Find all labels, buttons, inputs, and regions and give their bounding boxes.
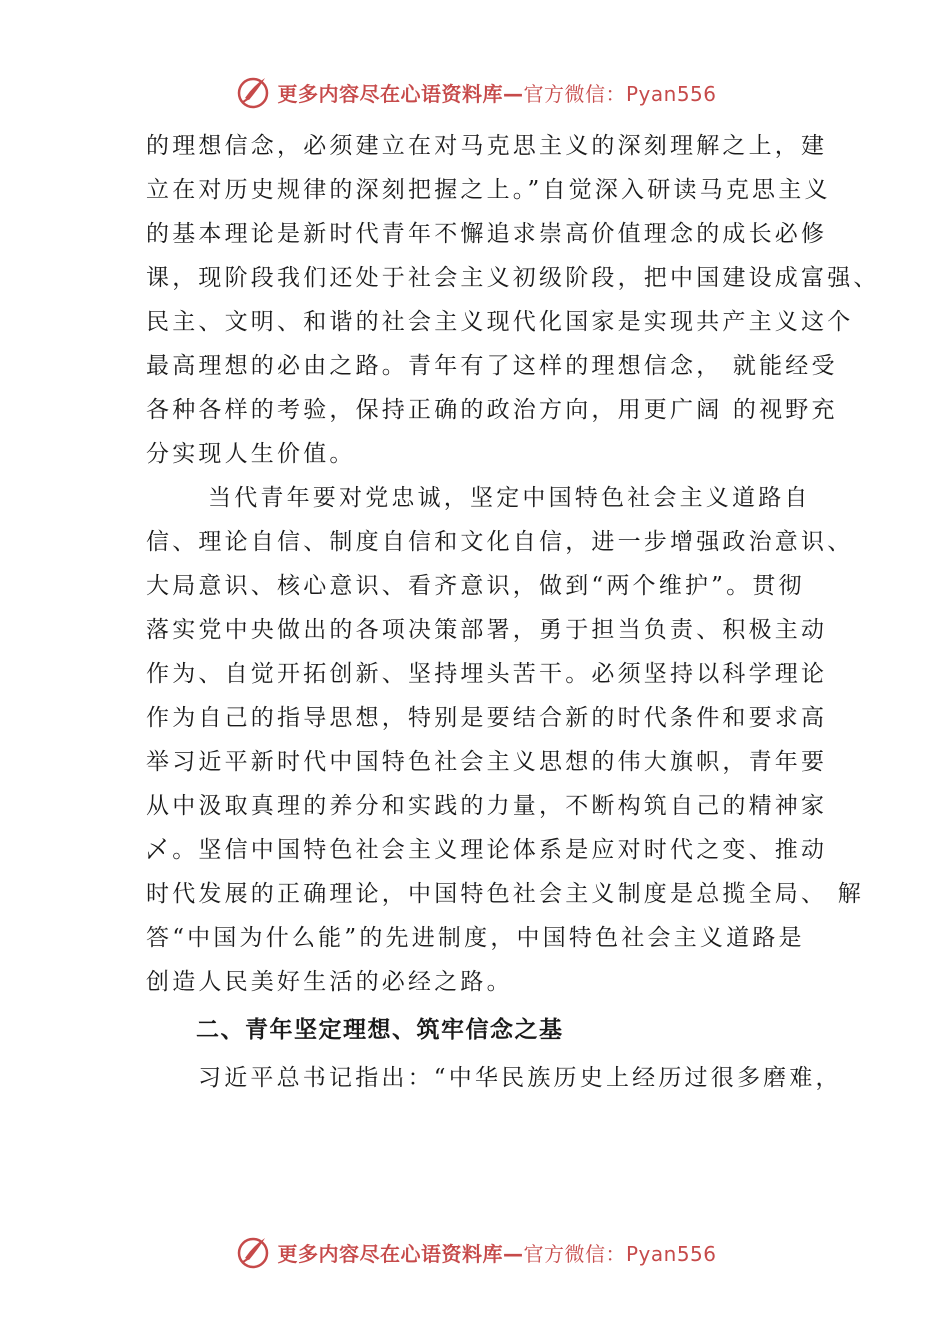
quill-seal-icon [233, 72, 273, 112]
paragraph-2 [146, 476, 864, 1004]
text-line: 从中汲取真理的养分和实践的力量，不断构筑自己的精神家 [146, 793, 828, 819]
document-body [146, 124, 880, 1100]
text-line: 习近平总书记指出：“中华民族历史上经历过很多磨难， [198, 1065, 842, 1091]
header-banner [0, 70, 950, 114]
text-line: 信、理论自信、制度自信和文化自信，进一步增强政治意识、 [146, 529, 854, 555]
text-line: 作为、自觉开拓创新、坚持埋头苦干。必须坚持以科学理论 [146, 661, 828, 687]
text-line: 立在对历史规律的深刻把握之上。”自觉深入研读马克思主义 [146, 177, 831, 203]
text-line: 的理想信念，必须建立在对马克思主义的深刻理解之上，建 [146, 133, 828, 159]
footer-banner [0, 1230, 950, 1274]
text-line: 最高理想的必由之路。青年有了这样的理想信念， 就能经受 [146, 353, 838, 379]
text-line: 当代青年要对党忠诚，坚定中国特色社会主义道路自 [208, 485, 811, 511]
text-line: 创造人民美好生活的必经之路。 [146, 969, 513, 995]
header-banner-text: 更多内容尽在心语资料库—官方微信：Pyan556 [277, 81, 717, 106]
text-line: 大局意识、核心意识、看齐意识，做到“两个维护”。贯彻 [146, 573, 805, 599]
text-line: 各种各样的考验，保持正确的政治方向，用更广阔 的视野充 [146, 397, 838, 423]
quill-seal-icon [233, 1232, 273, 1272]
text-line: 作为自己的指导思想，特别是要结合新的时代条件和要求高 [146, 705, 828, 731]
footer-banner-text: 更多内容尽在心语资料库—官方微信：Pyan556 [277, 1241, 717, 1266]
text-line: 举习近平新时代中国特色社会主义思想的伟大旗帜，青年要 [146, 749, 828, 775]
section-heading: 二、青年坚定理想、筑牢信念之基 [196, 1017, 564, 1043]
text-line: 乄。坚信中国特色社会主义理论体系是应对时代之变、推动 [146, 837, 828, 863]
text-line: 落实党中央做出的各项决策部署，勇于担当负责、积极主动 [146, 617, 828, 643]
text-line: 的基本理论是新时代青年不懈追求崇高价值理念的成长必修 [146, 221, 828, 247]
paragraph-1 [146, 124, 880, 476]
text-line: 答“中国为什么能”的先进制度，中国特色社会主义道路是 [146, 925, 805, 951]
text-line: 分实现人生价值。 [146, 441, 356, 467]
text-line: 民主、文明、和谐的社会主义现代化国家是实现共产主义这个 [146, 309, 854, 335]
text-line: 课，现阶段我们还处于社会主义初级阶段，把中国建设成富强、 [146, 265, 880, 291]
text-line: 时代发展的正确理论，中国特色社会主义制度是总揽全局、 解 [146, 881, 864, 907]
